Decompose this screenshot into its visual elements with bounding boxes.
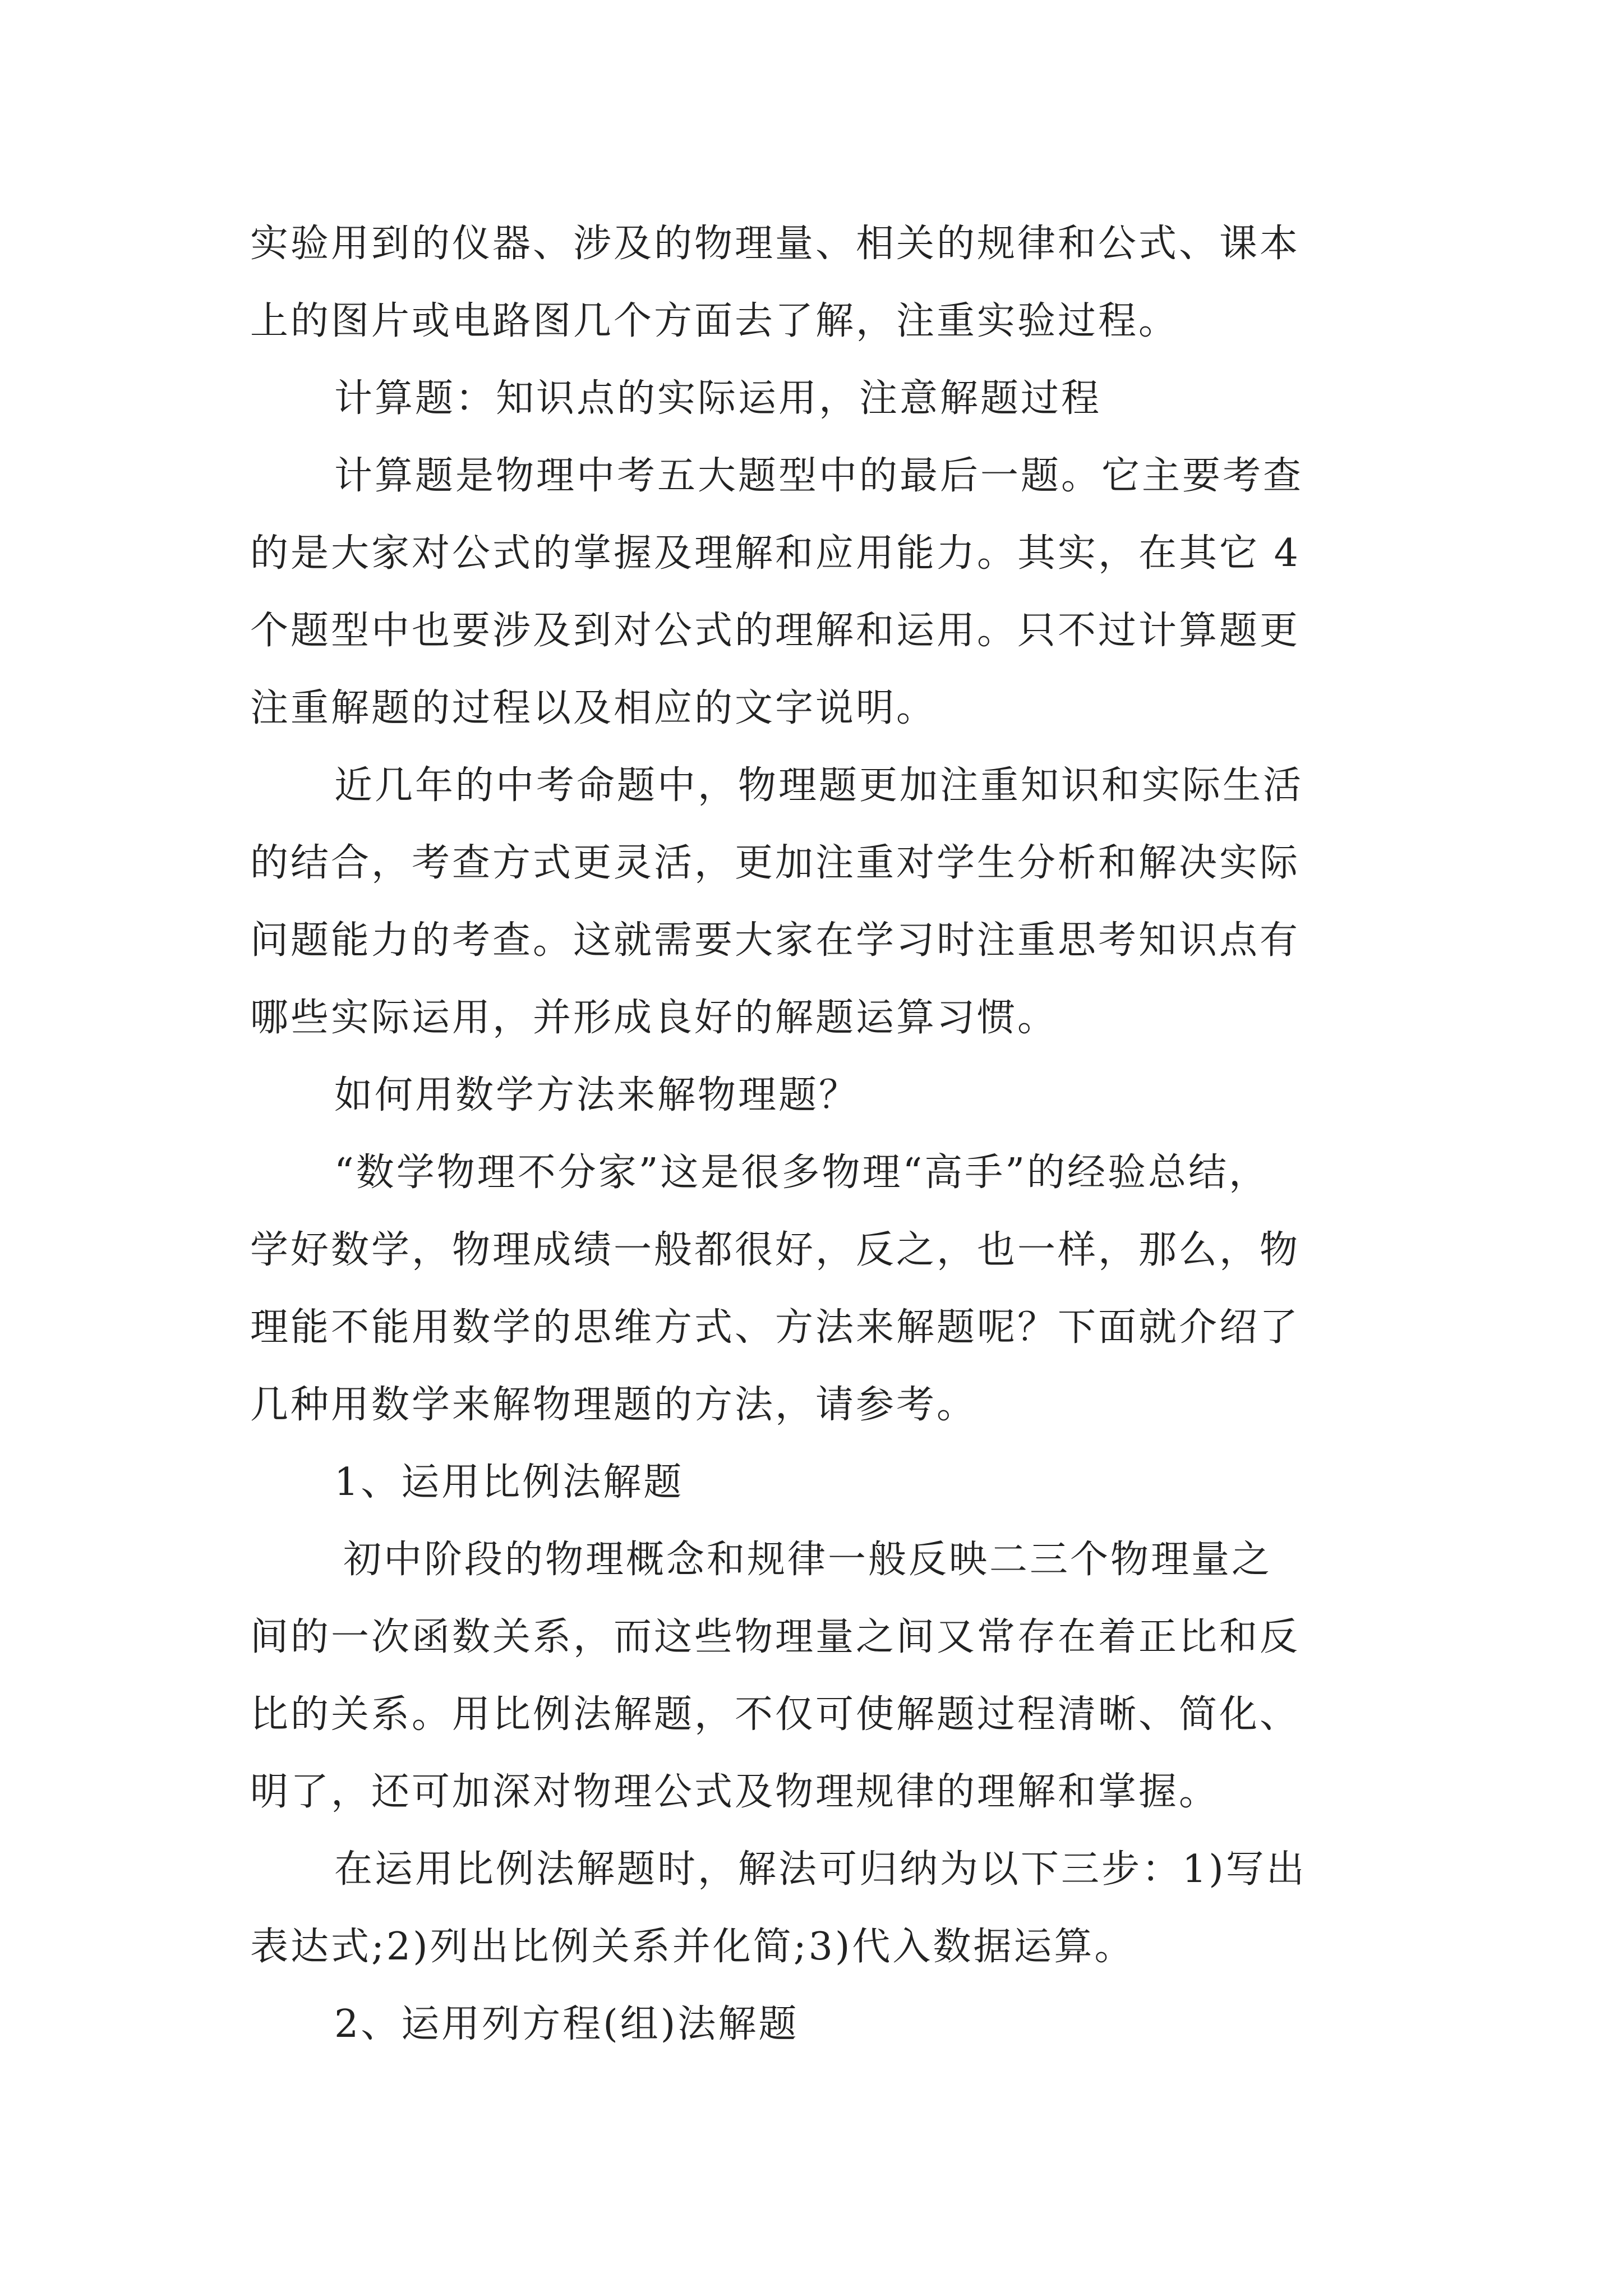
text-line: 在运用比例法解题时，解法可归纳为以下三步：1)写出 (334, 1847, 1307, 1892)
text-line: 计算题：知识点的实际运用，注意解题过程 (334, 376, 1102, 421)
text-line: 的结合，考查方式更灵活，更加注重对学生分析和解决实际 (250, 841, 1301, 885)
text-line: 明了，还可加深对物理公式及物理规律的理解和掌握。 (250, 1770, 1220, 1814)
text-line: 的是大家对公式的掌握及理解和应用能力。其实，在其它 4 (250, 531, 1301, 576)
text-line: 问题能力的考查。这就需要大家在学习时注重思考知识点有 (250, 918, 1301, 963)
text-line: 学好数学，物理成绩一般都很好，反之，也一样，那么，物 (250, 1228, 1301, 1272)
text-line: 如何用数学方法来解物理题？ (334, 1073, 860, 1117)
text-line: 上的图片或电路图几个方面去了解，注重实验过程。 (250, 299, 1179, 343)
text-line: 实验用到的仪器、涉及的物理量、相关的规律和公式、课本 (250, 222, 1301, 266)
text-line: 哪些实际运用，并形成良好的解题运算习惯。 (250, 996, 1058, 1040)
text-line: 近几年的中考命题中，物理题更加注重知识和实际生活 (334, 763, 1304, 808)
text-line: “数学物理不分家”这是很多物理“高手”的经验总结， (334, 1151, 1270, 1195)
text-line: 2、运用列方程(组)法解题 (334, 2002, 799, 2046)
text-line: 比的关系。用比例法解题，不仅可使解题过程清晰、简化、 (250, 1692, 1301, 1737)
text-line: 个题型中也要涉及到对公式的理解和运用。只不过计算题更 (250, 609, 1301, 653)
text-line: 计算题是物理中考五大题型中的最后一题。它主要考查 (334, 454, 1304, 498)
text-line: 间的一次函数关系，而这些物理量之间又常存在着正比和反 (250, 1615, 1301, 1659)
text-line: 几种用数学来解物理题的方法，请参考。 (250, 1383, 978, 1427)
text-line: 理能不能用数学的思维方式、方法来解题呢？下面就介绍了 (250, 1305, 1301, 1350)
text-line: 初中阶段的物理概念和规律一般反映二三个物理量之 (343, 1538, 1272, 1582)
text-line: 表达式;2)列出比例关系并化简;3)代入数据运算。 (250, 1925, 1135, 1969)
text-line: 1、运用比例法解题 (334, 1460, 684, 1504)
text-line: 注重解题的过程以及相应的文字说明。 (250, 686, 937, 730)
